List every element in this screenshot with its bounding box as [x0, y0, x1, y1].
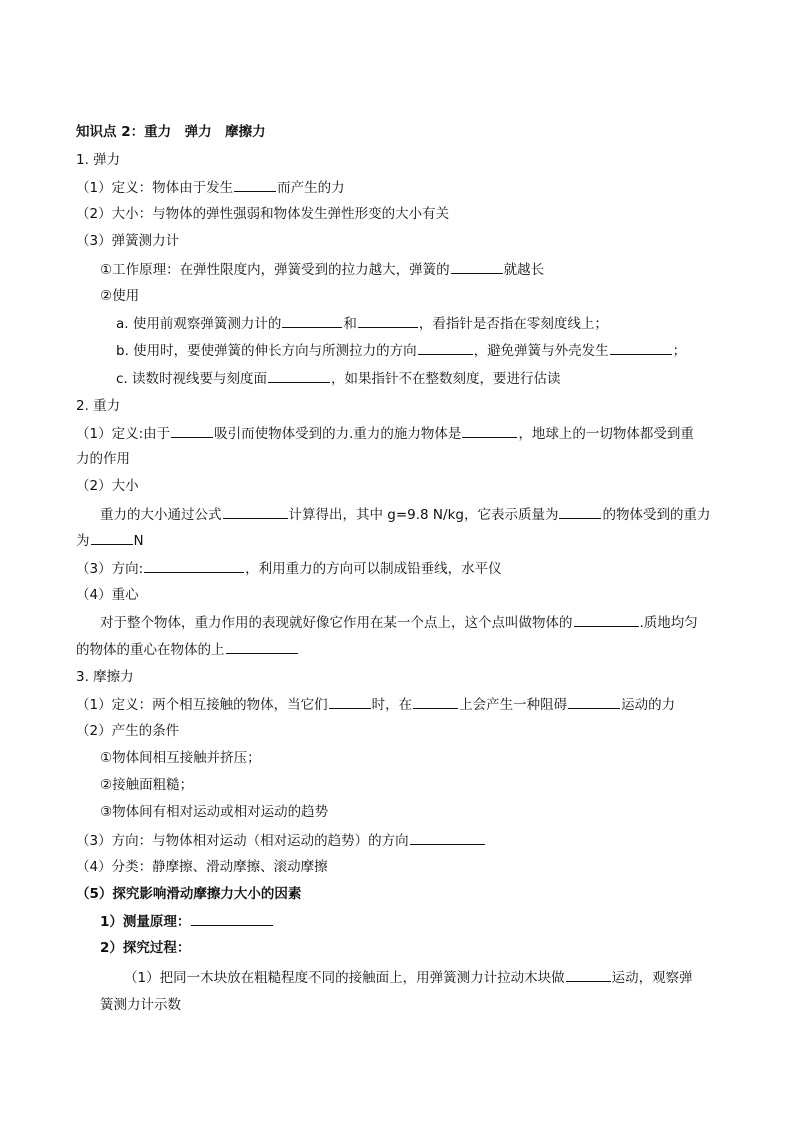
gravity-direction: （3）方向: ，利用重力的方向可以制成铅垂线，水平仪	[76, 561, 502, 577]
gravity-formula-cont: 为 N	[76, 533, 144, 549]
friction-condition-2: ②接触面粗糙；	[100, 777, 194, 793]
gravity-definition: （1）定义:由于 吸引而使物体受到的力.重力的施力物体是 ，地球上的一切物体都受到重	[76, 426, 694, 442]
spring-use-c: c. 读数时视线要与刻度面 ，如果指针不在整数刻度，要进行估读	[116, 371, 561, 387]
friction-condition-3: ③物体间有相对运动或相对运动的趋势	[100, 804, 329, 820]
blank	[451, 260, 503, 274]
friction-explore-heading: （5）探究影响滑动摩擦力大小的因素	[76, 886, 302, 902]
gravity-center-cont: 的物体的重心在物体的上	[76, 640, 299, 659]
section-title: 知识点 2：重力 弹力 摩擦力	[76, 124, 266, 140]
gravity-center-heading: （4）重心	[76, 587, 139, 603]
spring-principle: ①工作原理：在弹性限度内，弹簧受到的拉力越大，弹簧的 就越长	[100, 262, 545, 278]
blank	[410, 831, 485, 845]
blank	[418, 341, 473, 355]
explore-step-1: （1）把同一木块放在粗糙程度不同的接触面上，用弹簧测力计拉动木块做 运动，观察弹	[124, 970, 693, 986]
blank	[462, 424, 517, 438]
blank	[559, 505, 601, 519]
blank	[568, 695, 620, 709]
gravity-definition-cont: 力的作用	[76, 451, 130, 467]
blank	[268, 369, 330, 383]
blank	[413, 695, 458, 709]
gravity-size-heading: （2）大小	[76, 478, 139, 494]
explore-process-heading: 2）探究过程：	[100, 940, 191, 956]
blank	[574, 613, 639, 627]
spring-meter-heading: （3）弹簧测力计	[76, 233, 180, 249]
blank	[144, 559, 244, 573]
spring-use-heading: ②使用	[100, 288, 140, 304]
gravity-center-text: 对于整个物体，重力作用的表现就好像它作用在某一个点上，这个点叫做物体的 .质地均匀	[100, 615, 698, 631]
blank	[191, 912, 273, 926]
blank	[234, 178, 276, 192]
friction-conditions-heading: （2）产生的条件	[76, 723, 180, 739]
blank	[358, 314, 418, 328]
friction-condition-1: ①物体间相互接触并挤压；	[100, 750, 261, 766]
elastic-size: （2）大小：与物体的弹性强弱和物体发生弹性形变的大小有关	[76, 206, 450, 222]
gravity-formula: 重力的大小通过公式 计算得出，其中 g=9.8 N/kg，它表示质量为 的物体受到的重力	[100, 507, 711, 523]
explore-step-1-cont: 簧测力计示数	[100, 997, 181, 1013]
blank	[566, 968, 611, 982]
gravity-heading: 2. 重力	[76, 398, 121, 414]
measure-principle: 1）测量原理：	[100, 912, 274, 931]
blank	[282, 314, 342, 328]
friction-definition: （1）定义：两个相互接触的物体，当它们 时，在 上会产生一种阻碍 运动的力	[76, 697, 676, 713]
blank	[171, 424, 213, 438]
friction-direction: （3）方向：与物体相对运动（相对运动的趋势）的方向	[76, 831, 486, 850]
blank	[226, 640, 298, 654]
blank	[223, 505, 288, 519]
friction-types: （4）分类：静摩擦、滑动摩擦、滚动摩擦	[76, 859, 328, 875]
blank	[329, 695, 371, 709]
blank	[610, 341, 672, 355]
spring-use-b: b. 使用时，要使弹簧的伸长方向与所测拉力的方向 ，避免弹簧与外壳发生 ；	[116, 343, 687, 359]
elastic-definition: （1）定义：物体由于发生 而产生的力	[76, 180, 345, 196]
elastic-heading: 1. 弹力	[76, 152, 121, 168]
friction-heading: 3. 摩擦力	[76, 669, 134, 685]
blank	[91, 531, 133, 545]
spring-use-a: a. 使用前观察弹簧测力计的 和 ，看指针是否指在零刻度线上；	[116, 316, 608, 332]
